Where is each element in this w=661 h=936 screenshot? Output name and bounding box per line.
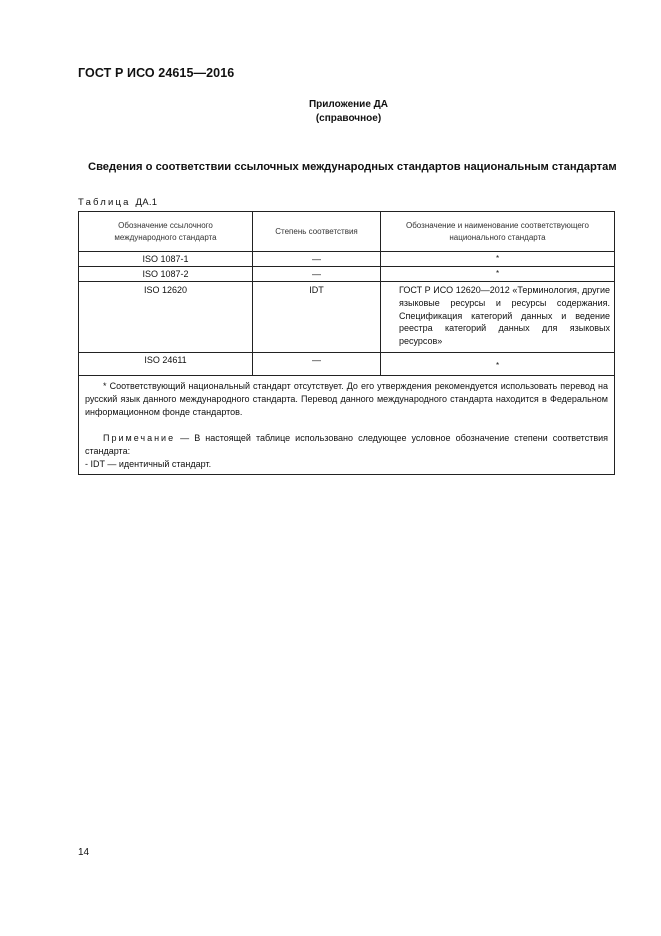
table-caption-label: Таблица <box>78 197 131 208</box>
table-row <box>79 267 615 282</box>
note <box>85 432 608 458</box>
document-code: ГОСТ Р ИСО 24615—2016 <box>78 66 235 80</box>
cell-degree: — <box>253 267 381 282</box>
section-heading: Сведения о соответствии ссылочных международных стандартов национальным стандартам <box>88 161 617 173</box>
appendix-subtitle: (справочное) <box>315 113 382 124</box>
table-footer-row <box>79 376 615 475</box>
cell-national: * <box>381 353 615 376</box>
cell-national: * <box>381 252 615 267</box>
table-header-row <box>79 212 615 252</box>
cell-intl: ISO 12620 <box>79 282 253 353</box>
cell-national: ГОСТ Р ИСО 12620—2012 «Терминология, другие языковые ресурсы и ресурсы содержания. Спецификация категорий данных и ведение реестра категорий данных для языковых ресурсов» <box>381 282 615 353</box>
table-caption <box>78 197 157 208</box>
cell-degree: IDT <box>253 282 381 353</box>
footnote: * Соответствующий национальный стандарт отсутствует. До его утверждения рекомендуется использовать перевод на русский язык данного международного стандарта. Перевод данного международного стандарта находится в Федеральном информационном фонде стандартов. <box>85 381 608 418</box>
note-item: - IDT — идентичный стандарт. <box>85 459 212 470</box>
correspondence-table <box>78 211 615 475</box>
cell-intl: ISO 1087-1 <box>79 252 253 267</box>
column-header-intl: Обозначение ссылочного международного стандарта <box>79 212 253 252</box>
table-row <box>79 353 615 376</box>
table-caption-number: ДА.1 <box>135 197 158 208</box>
table-footer <box>79 376 615 475</box>
note-label: Примечание <box>103 432 176 443</box>
cell-intl: ISO 24611 <box>79 353 253 376</box>
column-header-national: Обозначение и наименование соответствующего национального стандарта <box>381 212 615 252</box>
note-text: — В настоящей таблице использовано следующее условное обозначение степени соответствия стандарта: <box>85 432 608 456</box>
appendix-title: Приложение ДА <box>308 99 389 110</box>
cell-national: * <box>381 267 615 282</box>
column-header-degree: Степень соответствия <box>253 212 381 252</box>
table-row <box>79 282 615 353</box>
cell-degree: — <box>253 252 381 267</box>
cell-intl: ISO 1087-2 <box>79 267 253 282</box>
table-row <box>79 252 615 267</box>
cell-degree: — <box>253 353 381 376</box>
page-number: 14 <box>78 847 90 858</box>
